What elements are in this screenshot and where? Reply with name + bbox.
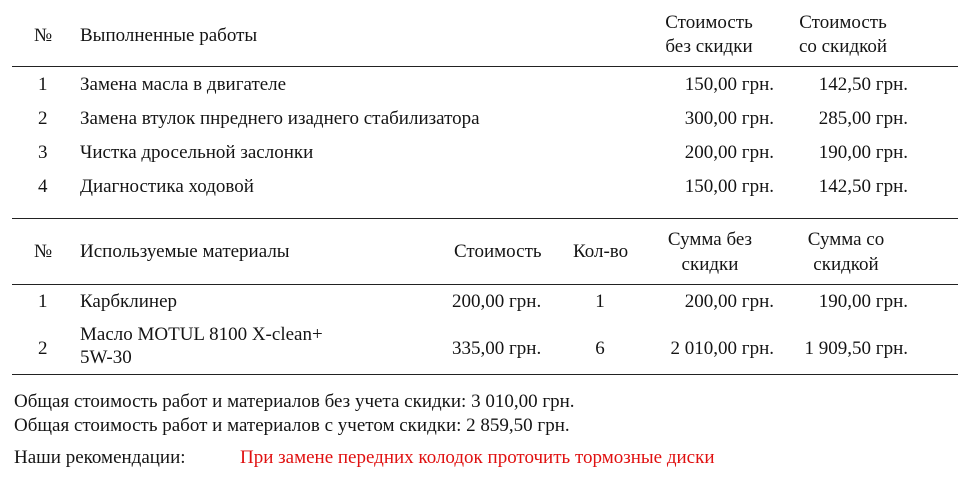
materials-row-qty: 1 (595, 291, 605, 312)
works-row-price: 300,00 грн. (684, 108, 774, 129)
total-without-discount: Общая стоимость работ и материалов без учета скидки: 3 010,00 грн. (14, 391, 575, 412)
materials-row-sum: 200,00 грн. (684, 291, 774, 312)
recommendations-text: При замене передних колодок проточить тормозные диски (240, 447, 715, 468)
materials-row-sum: 2 010,00 грн. (670, 338, 774, 359)
works-row-num: 1 (38, 74, 48, 95)
works-header-price-line2: без скидки (665, 36, 753, 57)
works-row-name: Диагностика ходовой (80, 176, 254, 197)
materials-row-cost: 335,00 грн. (452, 338, 542, 359)
works-header-rule (12, 66, 958, 67)
materials-row-num: 2 (38, 338, 48, 359)
materials-row-qty: 6 (595, 338, 605, 359)
works-row-num: 3 (38, 142, 48, 163)
works-row-discounted: 190,00 грн. (818, 142, 908, 163)
recommendations-label: Наши рекомендации: (14, 447, 186, 468)
works-row-name: Замена масла в двигателе (80, 74, 287, 95)
works-row-price: 200,00 грн. (684, 142, 774, 163)
materials-header-num: № (34, 241, 53, 262)
materials-row-num: 1 (38, 291, 48, 312)
materials-row-discounted: 190,00 грн. (818, 291, 908, 312)
materials-header-sum-line1: Сумма без (667, 229, 753, 250)
works-bottom-rule (12, 218, 958, 219)
works-row-name: Чистка дросельной заслонки (80, 142, 314, 163)
works-header-discounted-line2: со скидкой (798, 36, 888, 57)
works-header-num: № (34, 25, 53, 46)
total-with-discount: Общая стоимость работ и материалов с учетом скидки: 2 859,50 грн. (14, 415, 570, 436)
works-header-name: Выполненные работы (80, 25, 258, 46)
materials-header-discounted-line1: Сумма со (807, 229, 885, 250)
materials-header-qty: Кол-во (573, 241, 629, 262)
materials-header-sum-line2: скидки (681, 254, 739, 275)
materials-row-cost: 200,00 грн. (452, 291, 542, 312)
works-row-price: 150,00 грн. (684, 176, 774, 197)
materials-row-name: Карбклинер (80, 291, 178, 312)
works-header-price-line1: Стоимость (665, 12, 753, 33)
materials-header-cost: Стоимость (454, 241, 542, 262)
materials-header-name: Используемые материалы (80, 241, 290, 262)
materials-row-discounted: 1 909,50 грн. (804, 338, 908, 359)
materials-row-name-line1: Масло MOTUL 8100 X-clean+ (80, 324, 323, 345)
works-row-num: 4 (38, 176, 48, 197)
works-row-discounted: 142,50 грн. (818, 74, 908, 95)
works-header-discounted-line1: Стоимость (799, 12, 887, 33)
materials-bottom-rule (12, 374, 958, 375)
materials-row-name-line2: 5W-30 (80, 347, 132, 368)
materials-header-discounted-line2: скидкой (813, 254, 879, 275)
works-row-name: Замена втулок пнреднего изаднего стабилизатора (80, 108, 480, 129)
works-row-discounted: 285,00 грн. (818, 108, 908, 129)
materials-header-rule (12, 284, 958, 285)
works-row-price: 150,00 грн. (684, 74, 774, 95)
works-row-num: 2 (38, 108, 48, 129)
works-row-discounted: 142,50 грн. (818, 176, 908, 197)
